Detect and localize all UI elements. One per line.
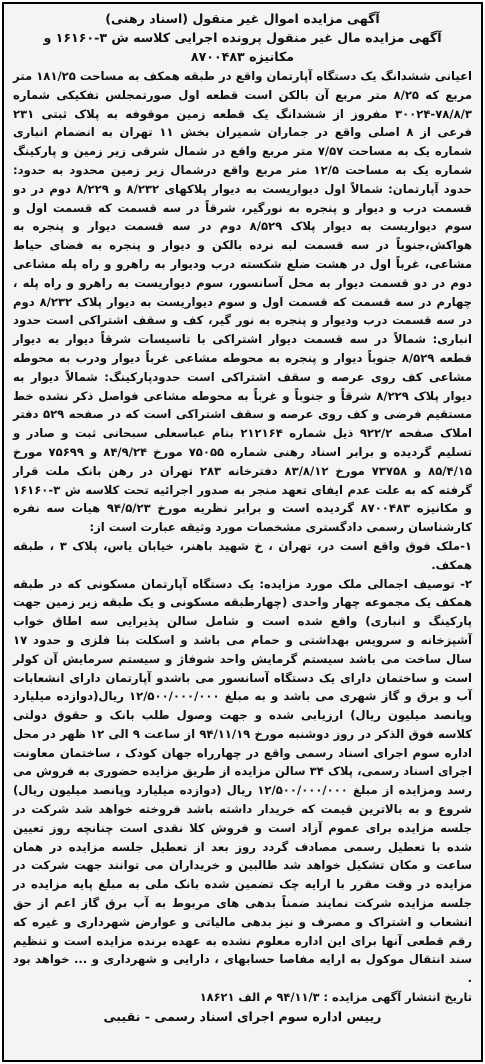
notice-item-location: ۱-ملک فوق واقع است در، تهران ، خ شهید باهنر، خیابان یاس، پلاک ۳ ، طبقه همکف. (13, 538, 472, 572)
notice-item-auction-details: ۲- توصیف اجمالی ملک مورد مزایده: یک دستگاه آپارتمان مسکونی که در طبقه همکف یک مجموعه چهار واحدی (چهارطبقه مسکونی و یک طبقه زیر زمین جهت پارکینگ و انباری) واقع شده است و شامل سالن پذیرایی سه اطاق خواب آشپزخانه و سرویس بهداشتی و حمام می باشد و اسکلت بنا فلزی و حدود ۱۷ سال ساخت می باشد سیستم گرمایش واحد شوفاژ و سیستم سرمایش آن کولر است و ساختمان دارای یک دستگاه آسانسور می باشدو آپارتمان دارای انشعابات آب و برق و گاز شهری می باشد و به مبلغ ۱۲/۵۰۰/۰۰۰/۰۰۰ ریال(دوازده میلیارد وپانصد میلیون ریال) ارزیابی شده و جهت وصول طلب بانک و حقوق دولتی کلاسه فوق الذکر در روز دوشنبه مورخ ۹۴/۱۱/۱۹ از ساعت ۹ الی ۱۲ ظهر در محل اداره سوم اجرای اسناد رسمی واقع در چهارراه جهان کودک ، ساختمان معاونت اجرای اسناد رسمی، پلاک ۳۴ سالن مزایده از طریق مزایده حضوری به فروش می رسد ومزایده از مبلغ ۱۲/۵۰۰/۰۰۰/۰۰۰ ریال (دوازده میلیارد وپانصد میلیون ریال) شروع و به بالاترین قیمت که خریدار داشته باشد فروخته خواهد شد شرکت در جلسه مزایده برای عموم آزاد است و فروش کلا نقدی است چنانچه روز تعیین شده با تعطیل رسمی مصادف گردد روز بعد از تعطیل جلسه مزایده در همان ساعت و مکان تشکیل خواهد شد طالبین و خریداران می توانند جهت شرکت در مزایده در وقت مقرر با ارایه چک تضمین شده بانک ملی به مبلغ پایه مزایده در جلسه مزایده شرکت نمایند ضمناً بدهی های مربوط به آب برق گاز اعم از حق انشعاب و اشتراک و مصرف و نیز بدهی مالیاتی و عوارض شهرداری و غیره که رقم قطعی آنها برای این اداره معلوم نشده به عهده برنده مزایده است و تنظیم سند انتقال موکول به ارایه مفاصا حسابهای ، دارایی و شهرداری و ... خواهد بود . (13, 576, 472, 986)
notice-title-line-3: مکانیزه ۸۷۰۰۴۸۳ (190, 49, 295, 64)
notice-signature: رییس اداره سوم اجرای اسناد رسمی - نقیبی (103, 1008, 382, 1024)
notice-body-property-description: اعیانی ششدانگ یک دستگاه آپارتمان واقع در طبقه همکف به مساحت ۱۸۱/۲۵ متر مربع که ۸/۲۵ متر مربع آن بالکن است قطعه اول صورتمجلس تفکیکی شماره ۷۸/۸/۳-۳۰۰۲۴ مفروز از ششدانگ یک قطعه زمین موقوفه به پلاک ثبتی ۲۳۱ فرعی از ۸ اصلی واقع در جماران شمیران بخش ۱۱ تهران به انضمام انباری شماره یک به مساحت ۷/۵۷ متر مربع واقع در شمال شرقی زیر زمین و پارکینگ شماره یک به مساحت ۱۲/۵ متر مربع واقع درشمال زیر زمین محدود به حدود: حدود آپارتمان: شمالاً اول دیواریست به دیوار پلاکهای ۸/۲۳۲ و ۸/۲۲۹ دوم در دو قسمت درب و دیوار و پنجره به نورگیر، شرقاً در سه قسمت که قسمت اول و سوم دیواریست به دیوار پلاک ۸/۵۲۹ دوم در سه قسمت دیوار و پنجره به هواکش،جنوباً در سه قسمت لبه نرده بالکن و دیوار و پنجره به فضای حیاط مشاعی، غرباً اول در هشت ضلع شکسته درب ودیوار به راهرو و راه پله مشاعی دوم در دو قسمت دیوار به محل آسانسور، سوم دیواریست به راهرو و راه پله ، چهارم در سه قسمت که قسمت اول و سوم دیواریست به دیوار پلاک ۸/۲۳۲ دوم در سه قسمت درب ودیوار و پنجره به نور گیر، کف و سقف اشتراکی است حدود انباری: شمالاً در سه قسمت دیوار اشتراکی با تاسیسات شرقاً دیوار به دیوار قطعه ۸/۵۲۹ جنوباً دیوار و پنجره به محوطه مشاعی غرباً دیوار ودرب به محوطه مشاعی کف روی عرصه و سقف اشتراکی است حدودپارکینگ: شمالاً دیوار به دیوار پلاک ۸/۲۲۹ شرقاً و جنوباً و غرباً به محوطه مشاعی فواصل ذکر نشده خط مستقیم فرضی و کف روی عرصه و سقف اشتراکی است که در صفحه ۵۲۹ دفتر املاک صفحه ۹۲۲/۲ ذیل شماره ۲۱۲۱۶۴ بنام عباسعلی سبحانی ثبت و صادر و تسلیم گردیده و برابر اسناد رهنی شماره ۷۵۰۵۵ مورخ ۸۴/۹/۲۴ و ۷۵۶۹۹ مورخ ۸۵/۴/۱۵ و ۷۳۷۵۸ مورخ ۸۳/۸/۱۲ دفترخانه ۲۸۳ تهران در رهن بانک ملت قرار گرفته که به علت عدم ایفای تعهد منجر به صدور اجرائیه تحت کلاسه ش ۳-۱۶۱۶۰ و مکانیزه ۸۷۰۰۴۸۳ گردیده است و برابر نظریه مورخ ۹۴/۵/۲۳ هیات سه نفره کارشناسان رسمی دادگستری مشخصات مورد وثیقه عبارت است از: (13, 69, 473, 535)
notice-title-line-2: آگهی مزایده مال غیر منقول پرونده اجرایی کلاسه ش ۳-۱۶۱۶۰ و (43, 30, 442, 45)
notice-publish-date: تاریخ انتشار آگهی مزایده : ۹۴/۱۱/۳ م الف ۱۸۶۲۱ (199, 990, 472, 1005)
notice-title-line-1: آگهی مزایده اموال غیر منقول (اسناد رهنی) (105, 11, 380, 26)
auction-notice (2, 2, 483, 1062)
